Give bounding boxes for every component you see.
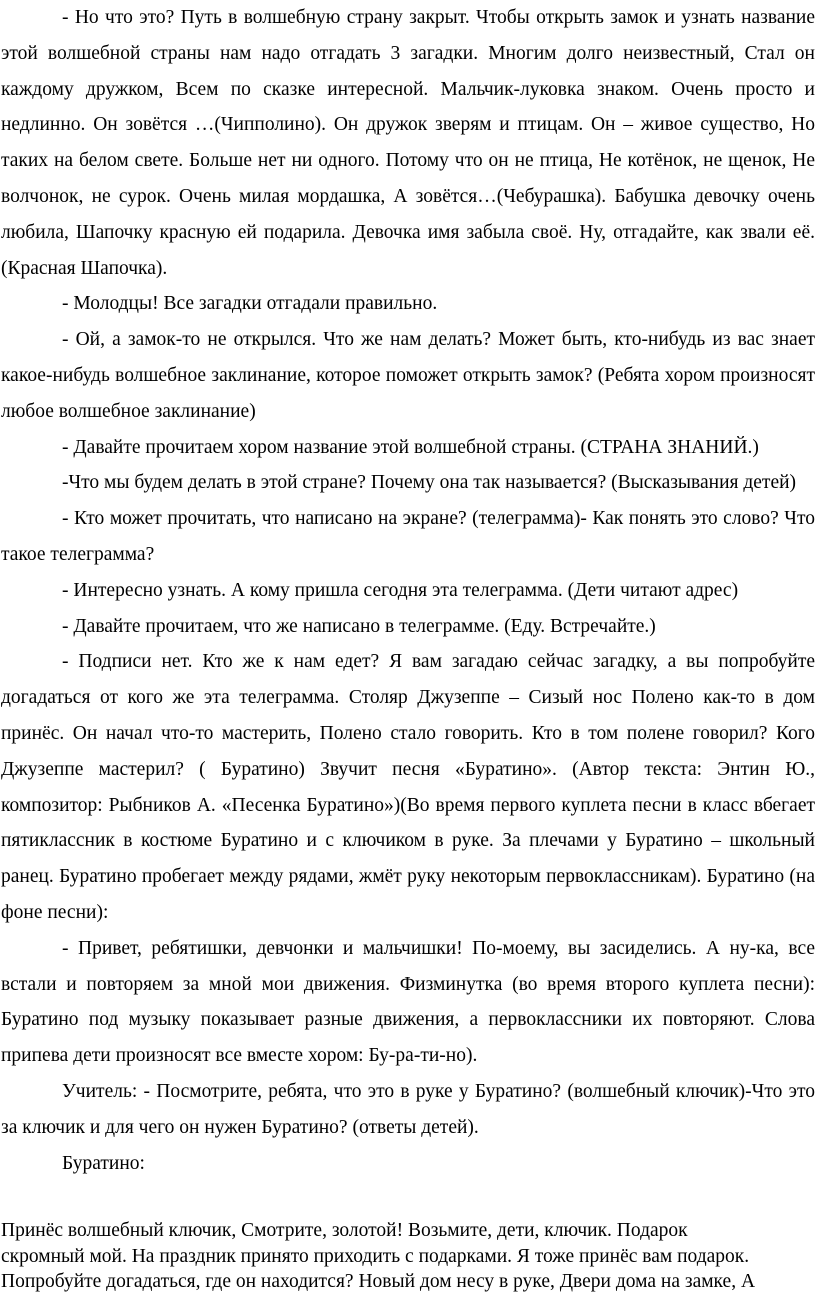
poem-line: скромный мой. На праздник принято приходить с подарками. Я тоже принёс вам подарок.	[1, 1245, 750, 1267]
poem-block	[1, 1218, 815, 1295]
paragraph-praise: - Молодцы! Все загадки отгадали правильно.	[62, 293, 438, 315]
paragraph-speaker-buratino: Буратино:	[62, 1152, 145, 1174]
paragraph-teacher: Учитель: - Посмотрите, ребята, что это в руке у Буратино? (волшебный ключик)-Что это за ключик и для чего он нужен Буратино? (ответы детей).	[1, 1080, 815, 1138]
poem-line: Попробуйте догадаться, где он находится? Новый дом несу в руке, Двери дома на замке, А	[1, 1271, 756, 1292]
paragraph-riddles: - Но что это? Путь в волшебную страну закрыт. Чтобы открыть замок и узнать название этой волшебной страны нам надо отгадать 3 загадки. Многим долго неизвестный, Стал он каждому дружком, Всем по сказке интересной. Мальчик-луковка знаком. Очень просто и недлинно. Он зовётся …(Чипполино). Он дружок зверям и птицам. Он – живое существо, Но таких на белом свете. Больше нет ни одного. Потому что он не птица, Не котёнок, не щенок, Не волчонок, не сурок. Очень милая мордашка, А зовётся…(Чебурашка). Бабушка девочку очень любила, Шапочку красную ей подарила. Девочка имя забыла своё. Ну, отгадайте, как звали её. (Красная Шапочка).	[1, 7, 815, 279]
paragraph-buratino-riddle: - Подписи нет. Кто же к нам едет? Я вам загадаю сейчас загадку, а вы попробуйте догадаться от кого же эта телеграмма. Столяр Джузеппе – Сизый нос Полено как-то в дом принёс. Он начал что-то мастерить, Полено стало говорить. Кто в том полене говорил? Кого Джузеппе мастерил? ( Буратино) Звучит песня «Буратино». (Автор текста: Энтин Ю., композитор: Рыбников А. «Песенка Буратино»)(Во время первого куплета песни в класс вбегает пятиклассник в костюме Буратино и с ключиком в руке. За плечами у Буратино – школьный ранец. Буратино пробегает между рядами, жмёт руку некоторым первоклассникам). Буратино (на фоне песни):	[1, 651, 815, 923]
paragraph-country-name: - Давайте прочитаем хором название этой волшебной страны. (СТРАНА ЗНАНИЙ.)	[62, 436, 759, 458]
paragraph-lock: - Ой, а замок-то не открылся. Что же нам делать? Может быть, кто-нибудь из вас знает какое-нибудь волшебное заклинание, которое поможет открыть замок? (Ребята хором произносят любое волшебное заклинание)	[1, 329, 815, 422]
paragraph-address: - Интересно узнать. А кому пришла сегодня эта телеграмма. (Дети читают адрес)	[62, 579, 739, 601]
paragraph-country-question: -Что мы будем делать в этой стране? Почему она так называется? (Высказывания детей)	[62, 472, 797, 494]
paragraph-exercise: - Привет, ребятишки, девчонки и мальчишки! По-моему, вы засиделись. А ну-ка, все встали и повторяем за мной мои движения. Физминутка (во время второго куплета песни): Буратино под музыку показывает разные движения, а первоклассники их повторяют. Слова припева дети произносят все вместе хором: Бу-ра-ти-но).	[1, 937, 815, 1067]
document-body	[1, 0, 815, 1181]
poem-line: Принёс волшебный ключик, Смотрите, золотой! Возьмите, дети, ключик. Подарок	[1, 1220, 688, 1241]
paragraph-telegram-text: - Давайте прочитаем, что же написано в телеграмме. (Еду. Встречайте.)	[62, 615, 656, 637]
paragraph-telegram: - Кто может прочитать, что написано на экране? (телеграмма)- Как понять это слово? Что такое телеграмма?	[1, 508, 815, 565]
